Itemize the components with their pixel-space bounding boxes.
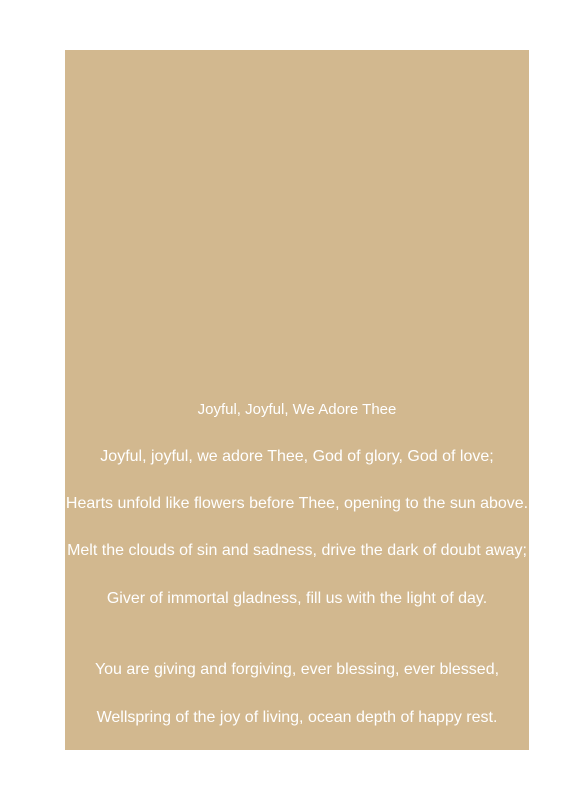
lyric-line-2: Hearts unfold like flowers before Thee, opening to the sun above. <box>65 495 529 512</box>
lyric-line-6: Wellspring of the joy of living, ocean depth of happy rest. <box>96 709 498 726</box>
lyric-line-5: You are giving and forgiving, ever blessing, ever blessed, <box>94 661 500 678</box>
lyric-line-3: Melt the clouds of sin and sadness, drive the dark of doubt away; <box>67 542 527 559</box>
lyric-line-4: Giver of immortal gladness, fill us with the light of day. <box>106 590 488 607</box>
lyric-line-1: Joyful, joyful, we adore Thee, God of glory, God of love; <box>100 448 494 465</box>
hymn-slide <box>65 50 529 750</box>
hymn-title: Joyful, Joyful, We Adore Thee <box>197 401 397 418</box>
